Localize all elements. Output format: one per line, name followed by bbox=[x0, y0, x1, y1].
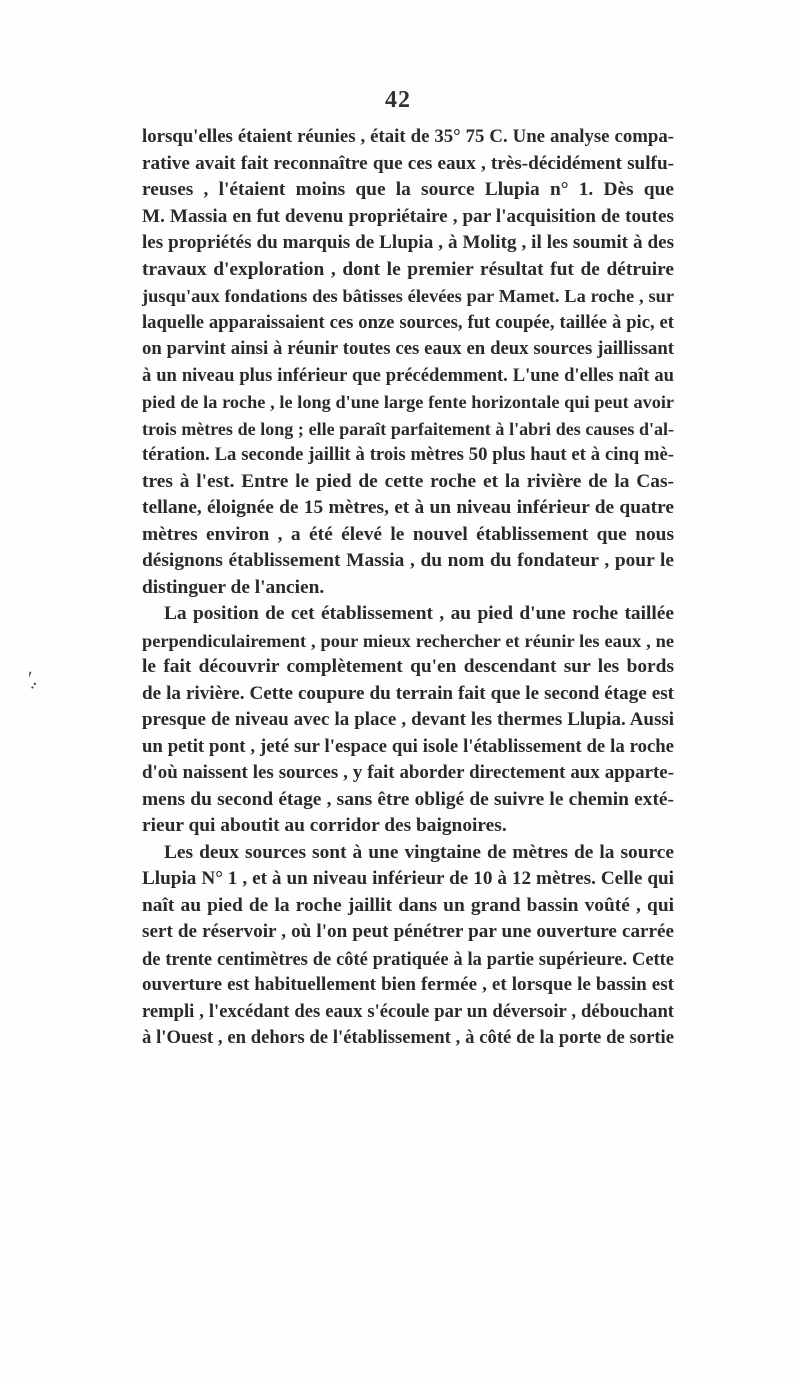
text-line: reuses , l'étaient moins que la source Llupia n° 1. Dès que bbox=[142, 179, 674, 200]
text-line: les propriétés du marquis de Llupia , à Molitg , il les soumit à des bbox=[142, 232, 674, 253]
text-line: le fait découvrir complètement qu'en descendant sur les bords bbox=[142, 656, 674, 677]
text-line: mètres environ , a été élevé le nouvel établissement que nous bbox=[142, 523, 674, 545]
text-line: de la rivière. Cette coupure du terrain fait que le second étage est bbox=[142, 682, 674, 704]
text-line: rative avait fait reconnaître que ces eaux , très-décidément sulfu- bbox=[142, 152, 674, 174]
text-line: on parvint ainsi à réunir toutes ces eaux en deux sources jaillissant bbox=[142, 338, 674, 359]
text-line: laquelle apparaissaient ces onze sources, fut coupée, taillée à pic, et bbox=[142, 311, 674, 333]
text-line: Les deux sources sont à une vingtaine de mètres de la source bbox=[164, 841, 674, 863]
text-line: désignons établissement Massia , du nom du fondateur , pour le bbox=[142, 550, 674, 571]
text-line: tres à l'est. Entre le pied de cette roche et la rivière de la Cas- bbox=[142, 470, 674, 492]
text-line: sert de réservoir , où l'on peut pénétrer par une ouverture carrée bbox=[142, 921, 674, 942]
text-line: presque de niveau avec la place , devant les thermes Llupia. Aussi bbox=[142, 709, 674, 730]
text-line: à l'Ouest , en dehors de l'établissement , à côté de la porte de sortie bbox=[142, 1027, 674, 1048]
text-line: rieur qui aboutit au corridor des baignoires. bbox=[142, 815, 507, 836]
text-line: trois mètres de long ; elle paraît parfaitement à l'abri des causes d'al- bbox=[142, 418, 674, 439]
margin-mark: ʹ̣. bbox=[28, 668, 38, 690]
text-line: à un niveau plus inférieur que précédemment. L'une d'elles naît au bbox=[142, 364, 674, 386]
text-line: ouverture est habituellement bien fermée , et lorsque le bassin est bbox=[142, 974, 674, 995]
text-line: distinguer de l'ancien. bbox=[142, 576, 325, 598]
page-number: 42 bbox=[385, 87, 411, 113]
body-text bbox=[142, 124, 674, 1052]
text-line: mens du second étage , sans être obligé de suivre le chemin exté- bbox=[142, 788, 674, 810]
text-line: La position de cet établissement , au pied d'une roche taillée bbox=[164, 603, 674, 624]
text-line: jusqu'aux fondations des bâtisses élevées par Mamet. La roche , sur bbox=[142, 286, 674, 306]
text-line: pied de la roche , le long d'une large fente horizontale qui peut avoir bbox=[142, 392, 674, 412]
text-line: naît au pied de la roche jaillit dans un grand bassin voûté , qui bbox=[142, 894, 674, 916]
text-line: tération. La seconde jaillit à trois mètres 50 plus haut et à cinq mè- bbox=[142, 444, 674, 465]
text-line: un petit pont , jeté sur l'espace qui isole l'établissement de la roche bbox=[142, 735, 674, 757]
text-line: Llupia N° 1 , et à un niveau inférieur de 10 à 12 mètres. Celle qui bbox=[142, 868, 674, 889]
text-line: tellane, éloignée de 15 mètres, et à un niveau inférieur de quatre bbox=[142, 497, 674, 518]
text-line: lorsqu'elles étaient réunies , était de 35° 75 C. Une analyse compa- bbox=[142, 126, 674, 147]
text-line: perpendiculairement , pour mieux rechercher et réunir les eaux , ne bbox=[142, 630, 674, 651]
text-line: rempli , l'excédant des eaux s'écoule par un déversoir , débouchant bbox=[142, 1000, 674, 1022]
text-line: de trente centimètres de côté pratiquée à la partie supérieure. Cette bbox=[142, 948, 674, 969]
text-line: d'où naissent les sources , y fait aborder directement aux apparte- bbox=[142, 762, 674, 783]
text-line: travaux d'exploration , dont le premier résultat fut de détruire bbox=[142, 258, 674, 280]
text-line: M. Massia en fut devenu propriétaire , par l'acquisition de toutes bbox=[142, 205, 674, 227]
